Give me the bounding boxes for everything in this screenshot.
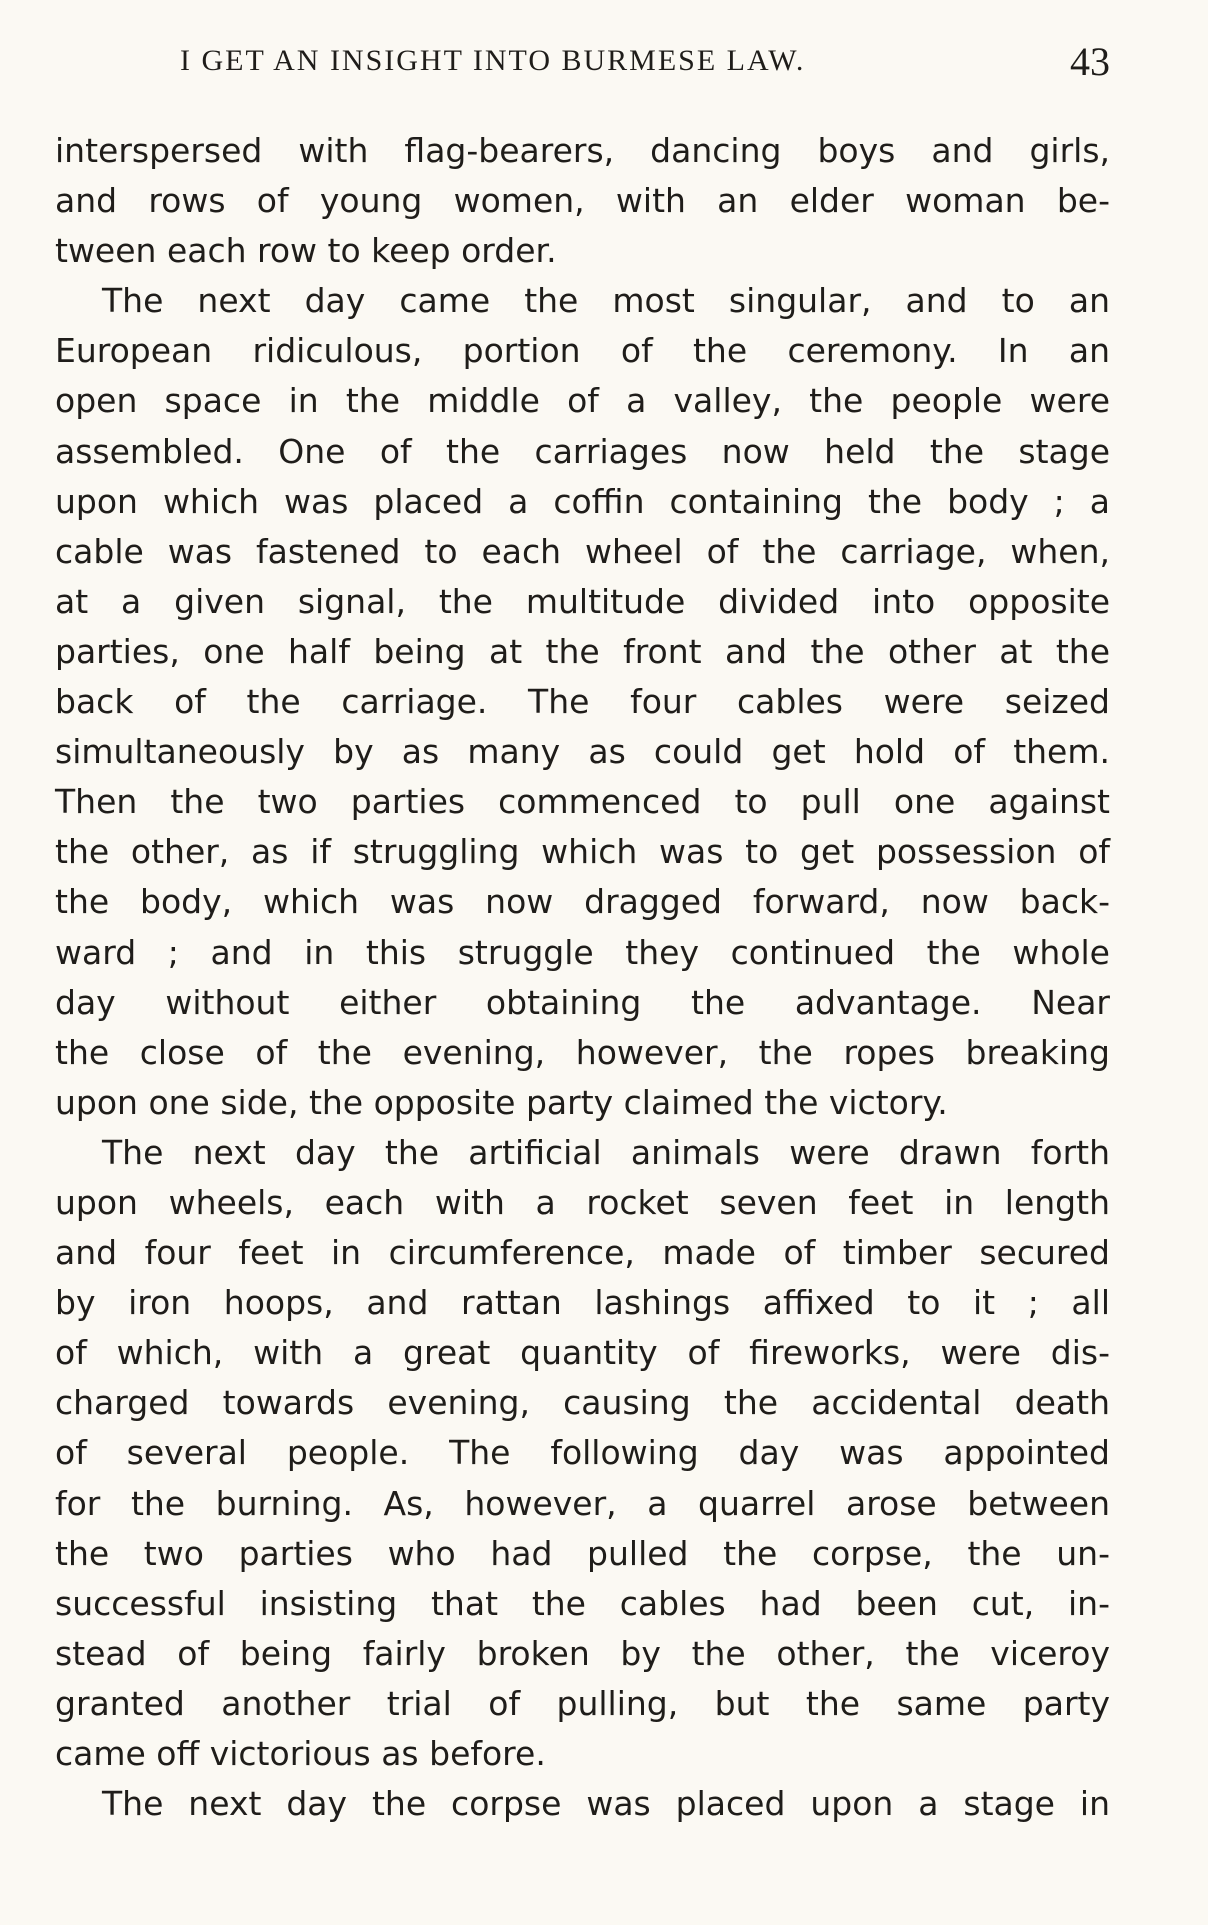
text-line: of which, with a great quantity of fireworks, were dis- (55, 1333, 1110, 1373)
page-header (180, 38, 1110, 88)
text-line: upon wheels, each with a rocket seven feet in length (55, 1182, 1110, 1222)
text-line: interspersed with flag-bearers, dancing boys and girls, (55, 131, 1110, 170)
text-line: simultaneously by as many as could get hold of them. (55, 732, 1110, 772)
text-line: assembled. One of the carriages now held the stage (55, 431, 1110, 471)
text-line: at a given signal, the multitude divided into opposite (55, 581, 1110, 621)
text-line: The next day the artificial animals were drawn forth (102, 1132, 1110, 1172)
text-line: by iron hoops, and rattan lashings affixed to it ; all (55, 1283, 1110, 1323)
running-head: I GET AN INSIGHT INTO BURMESE LAW. (180, 44, 806, 77)
text-line: for the burning. As, however, a quarrel arose between (55, 1483, 1110, 1523)
text-line: the body, which was now dragged forward, now back- (55, 882, 1110, 922)
text-line: ward ; and in this struggle they continued the whole (55, 932, 1110, 972)
text-line: the other, as if struggling which was to get possession of (55, 832, 1110, 872)
text-line: tween each row to keep order. (55, 231, 557, 271)
text-line: granted another trial of pulling, but the same party (55, 1683, 1110, 1723)
text-line: Then the two parties commenced to pull one against (55, 782, 1110, 822)
text-line: The next day came the most singular, and to an (102, 281, 1110, 321)
text-line: charged towards evening, causing the accidental death (55, 1383, 1110, 1423)
text-line: stead of being fairly broken by the other, the viceroy (55, 1633, 1110, 1673)
body-text (55, 126, 1110, 1829)
text-line: open space in the middle of a valley, the people were (55, 381, 1110, 421)
text-line: and rows of young women, with an elder woman be- (55, 181, 1110, 221)
text-line: upon one side, the opposite party claimed the victory. (55, 1082, 948, 1122)
text-line: European ridiculous, portion of the ceremony. In an (55, 331, 1110, 371)
text-line: successful insisting that the cables had been cut, in- (55, 1583, 1110, 1623)
page-number: 43 (1070, 39, 1110, 84)
text-line: came off victorious as before. (55, 1734, 546, 1773)
text-line: day without either obtaining the advantage. Near (55, 982, 1110, 1022)
text-line: The next day the corpse was placed upon a stage in (102, 1784, 1110, 1824)
text-line: of several people. The following day was appointed (55, 1433, 1110, 1473)
text-line: upon which was placed a coffin containing the body ; a (55, 481, 1110, 521)
text-line: back of the carriage. The four cables were seized (55, 682, 1110, 722)
text-line: the close of the evening, however, the ropes breaking (55, 1032, 1110, 1072)
text-line: and four feet in circumference, made of timber secured (55, 1233, 1110, 1273)
text-line: parties, one half being at the front and the other at the (55, 631, 1110, 671)
text-line: the two parties who had pulled the corpse, the un- (55, 1533, 1110, 1573)
text-line: cable was fastened to each wheel of the carriage, when, (55, 531, 1110, 571)
